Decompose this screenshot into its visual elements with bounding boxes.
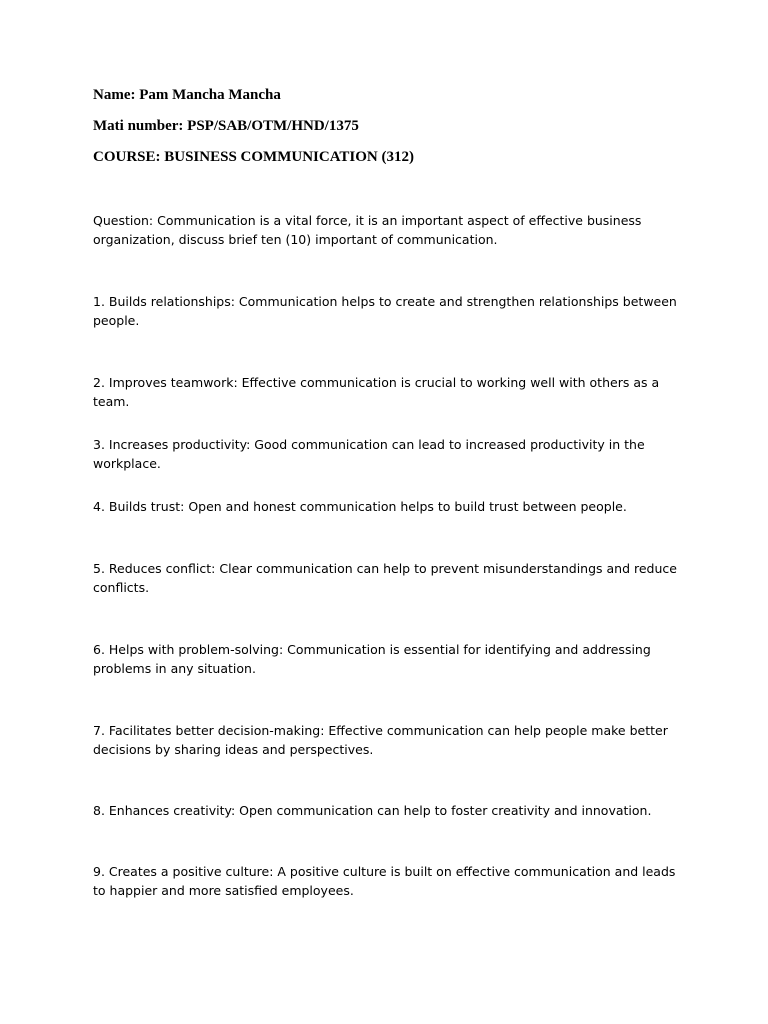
question-text: Question: Communication is a vital force, it is an important aspect of effective business organization, discuss brief ten (10) important of communication. <box>93 213 642 247</box>
point-item: 2. Improves teamwork: Effective communication is crucial to working well with others as a team. <box>93 375 660 409</box>
point-item: 7. Facilitates better decision-making: Effective communication can help people make better decisions by sharing ideas and perspectives. <box>93 723 668 757</box>
point-item: 5. Reduces conflict: Clear communication can help to prevent misunderstandings and reduce conflicts. <box>93 561 677 595</box>
point-item: 1. Builds relationships: Communication helps to create and strengthen relationships between people. <box>93 294 677 328</box>
point-item: 8. Enhances creativity: Open communication can help to foster creativity and innovation. <box>93 803 652 818</box>
point-item: 9. Creates a positive culture: A positive culture is built on effective communication and leads to happier and more satisfied employees. <box>93 864 676 898</box>
point-item: 3. Increases productivity: Good communication can lead to increased productivity in the workplace. <box>93 437 645 471</box>
course-title: COURSE: BUSINESS COMMUNICATION (312) <box>93 149 414 165</box>
mati-number: Mati number: PSP/SAB/OTM/HND/1375 <box>93 118 359 134</box>
point-item: 6. Helps with problem-solving: Communication is essential for identifying and addressing problems in any situation. <box>93 642 651 676</box>
point-item: 4. Builds trust: Open and honest communication helps to build trust between people. <box>93 499 627 514</box>
student-name: Name: Pam Mancha Mancha <box>93 87 281 103</box>
